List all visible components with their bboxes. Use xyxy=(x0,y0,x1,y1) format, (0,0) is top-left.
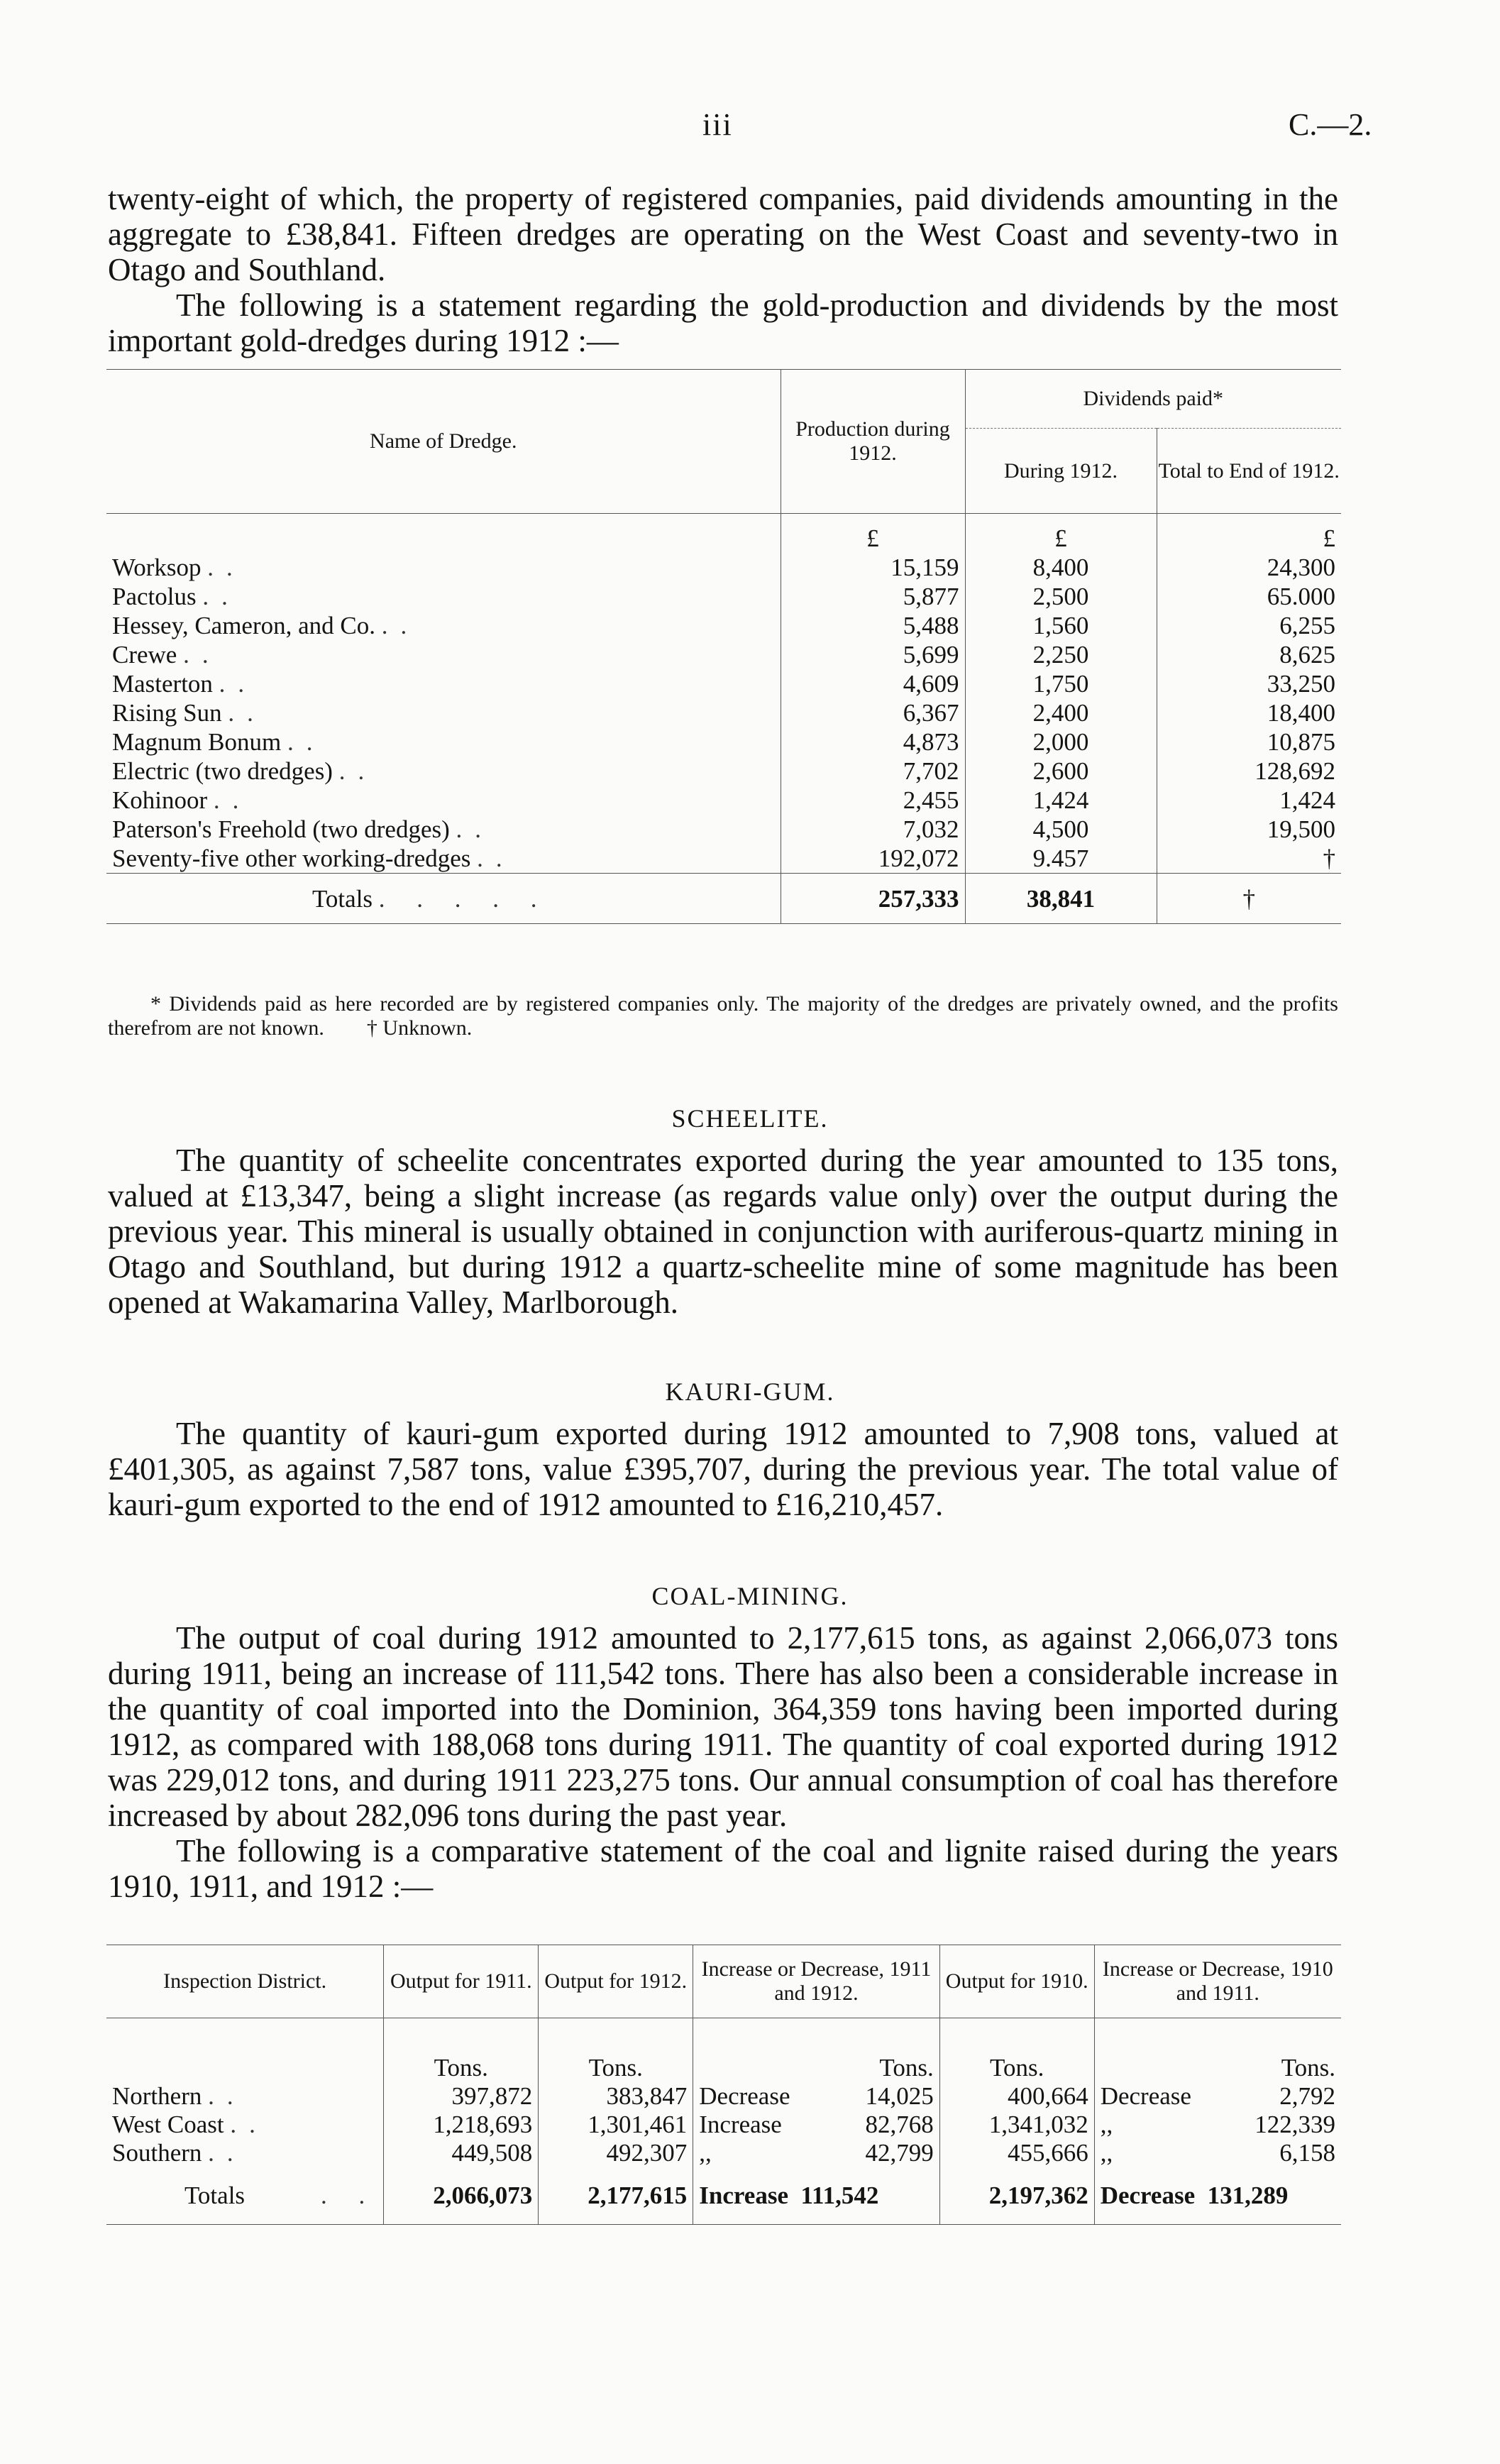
coal-change-1911-1912: Decrease 14,025 xyxy=(693,2082,939,2111)
dredge-units-row xyxy=(106,514,1341,554)
dredge-totals-row xyxy=(106,874,1341,924)
dredge-dividend-total: 8,625 xyxy=(1157,640,1341,669)
col-header-output-1912: Output for 1912. xyxy=(539,1945,693,2018)
intro-paragraph-2: The following is a statement regarding the gold-production and dividends by the most important gold-dredges during 1912 :— xyxy=(108,287,1338,358)
dredge-dividend-1912: 1,560 xyxy=(965,611,1157,640)
dredge-row xyxy=(106,611,1341,640)
unit-label: £ xyxy=(1157,514,1341,554)
coal-paragraph-2: The following is a comparative statement of the coal and lignite raised during the years 1910, 1911, and 1912 :— xyxy=(108,1833,1338,1904)
dredge-production: 5,488 xyxy=(781,611,965,640)
coal-change-1910-1911: ,, 122,339 xyxy=(1094,2111,1341,2139)
page-number: iii xyxy=(702,107,733,142)
coal-rows xyxy=(106,2082,1341,2167)
coal-change-1911-1912: Increase 82,768 xyxy=(693,2111,939,2139)
dredge-name: Pactolus .. xyxy=(112,583,241,610)
dredge-row xyxy=(106,786,1341,815)
dredge-dividend-1912: 1,750 xyxy=(965,669,1157,698)
unit-label: Tons. xyxy=(939,2018,1094,2083)
col-header-output-1911: Output for 1911. xyxy=(384,1945,539,2018)
dredge-dividend-total: 10,875 xyxy=(1157,727,1341,757)
coal-output-1912: 492,307 xyxy=(539,2139,693,2167)
dredge-row xyxy=(106,844,1341,874)
totals-label: Totals . . . . . xyxy=(106,874,781,924)
dredge-dividend-total: 6,255 xyxy=(1157,611,1341,640)
dredge-production: 7,032 xyxy=(781,815,965,844)
dredge-row xyxy=(106,640,1341,669)
coal-row xyxy=(106,2082,1341,2111)
dredge-header-row-1 xyxy=(106,370,1341,429)
kauri-gum-paragraph: The quantity of kauri-gum exported during 1912 amounted to 7,908 tons, valued at £401,305, as against 7,587 tons, value £395,707, during the previous year. The total value of kauri-gum exported to the end of 1912 amounted to £16,210,457. xyxy=(108,1416,1338,1522)
col-header-production: Production during 1912. xyxy=(781,370,965,514)
coal-output-1910: 455,666 xyxy=(939,2139,1094,2167)
dredge-dividend-1912: 2,400 xyxy=(965,698,1157,727)
dredge-name: Rising Sun .. xyxy=(112,699,266,727)
coal-change-1911-1912: ,, 42,799 xyxy=(693,2139,939,2167)
coal-units-row xyxy=(106,2018,1341,2083)
scheelite-heading: SCHEELITE. xyxy=(671,1104,829,1133)
coal-total-1911: 2,066,073 xyxy=(384,2167,539,2225)
coal-total-1912: 2,177,615 xyxy=(539,2167,693,2225)
coal-row xyxy=(106,2111,1341,2139)
col-header-dredge-name: Name of Dredge. xyxy=(106,370,781,514)
dredge-dividend-total: 18,400 xyxy=(1157,698,1341,727)
coal-output-1911: 449,508 xyxy=(384,2139,539,2167)
dredge-production: 4,609 xyxy=(781,669,965,698)
dredge-dividend-total: 128,692 xyxy=(1157,757,1341,786)
coal-row xyxy=(106,2139,1341,2167)
kauri-gum-section xyxy=(108,1416,1338,1522)
coal-total-1910: 2,197,362 xyxy=(939,2167,1094,2225)
dredge-dividend-total: 19,500 xyxy=(1157,815,1341,844)
col-header-change-1911-1912: Increase or Decrease, 1911 and 1912. xyxy=(693,1945,939,2018)
dredge-production: 5,877 xyxy=(781,582,965,611)
dredge-dividend-1912: 9.457 xyxy=(965,844,1157,874)
dredge-dividend-1912: 4,500 xyxy=(965,815,1157,844)
dredge-dividend-1912: 8,400 xyxy=(965,553,1157,582)
dredge-row xyxy=(106,582,1341,611)
coal-total-change-1911-1912: Increase 111,542 xyxy=(693,2167,939,2225)
dredge-dividend-1912: 2,250 xyxy=(965,640,1157,669)
dredge-dividend-total: 65.000 xyxy=(1157,582,1341,611)
dredge-name: Kohinoor .. xyxy=(112,786,252,814)
col-header-total-1912: Total to End of 1912. xyxy=(1157,429,1341,514)
coal-totals-label: Totals . . xyxy=(184,2182,378,2209)
coal-output-1910: 400,664 xyxy=(939,2082,1094,2111)
coal-district: Southern .. xyxy=(112,2139,246,2167)
coal-output-1912: 383,847 xyxy=(539,2082,693,2111)
coal-mining-section xyxy=(108,1620,1338,1904)
coal-change-1910-1911: Decrease 2,792 xyxy=(1094,2082,1341,2111)
dredge-name: Hessey, Cameron, and Co. .. xyxy=(112,612,420,639)
coal-totals-row xyxy=(106,2167,1341,2225)
dredge-rows xyxy=(106,553,1341,874)
unit-label: Tons. xyxy=(384,2018,539,2083)
coal-table xyxy=(106,1945,1341,2225)
col-header-change-1910-1911: Increase or Decrease, 1910 and 1911. xyxy=(1094,1945,1341,2018)
dredge-row xyxy=(106,669,1341,698)
dredge-name: Electric (two dredges) .. xyxy=(112,757,377,785)
dredge-dividend-1912: 1,424 xyxy=(965,786,1157,815)
totals-dividends-1912: 38,841 xyxy=(965,874,1157,924)
col-header-during-1912: During 1912. xyxy=(965,429,1157,514)
unit-label: Tons. xyxy=(1094,2018,1341,2083)
dredge-name: Seventy-five other working-dredges .. xyxy=(112,845,515,872)
document-reference: C.—2. xyxy=(1289,107,1372,142)
coal-total-change-1910-1911: Decrease 131,289 xyxy=(1094,2167,1341,2225)
totals-production: 257,333 xyxy=(781,874,965,924)
coal-change-1910-1911: ,, 6,158 xyxy=(1094,2139,1341,2167)
intro-section xyxy=(108,181,1338,358)
dredge-production: 5,699 xyxy=(781,640,965,669)
dredge-row xyxy=(106,727,1341,757)
scheelite-paragraph: The quantity of scheelite concentrates exported during the year amounted to 135 tons, valued at £13,347, being a slight increase (as regards value only) over the output during the previous year. This mineral is usually obtained in conjunction with auriferous-quartz mining in Otago and Southland, but during 1912 a quartz-scheelite mine of some magnitude has been opened at Wakamarina Valley, Marlborough. xyxy=(108,1143,1338,1320)
dredge-table xyxy=(106,369,1341,924)
dredge-footnote xyxy=(108,992,1338,1040)
dredge-dividend-total: 33,250 xyxy=(1157,669,1341,698)
coal-output-1911: 1,218,693 xyxy=(384,2111,539,2139)
dredge-dividend-1912: 2,500 xyxy=(965,582,1157,611)
dredge-dividend-1912: 2,600 xyxy=(965,757,1157,786)
dredge-dividend-total: 24,300 xyxy=(1157,553,1341,582)
dredge-name: Worksop .. xyxy=(112,554,246,581)
dredge-production: 192,072 xyxy=(781,844,965,874)
dredge-name: Crewe .. xyxy=(112,641,221,669)
coal-mining-heading: COAL-MINING. xyxy=(651,1582,849,1610)
coal-output-1911: 397,872 xyxy=(384,2082,539,2111)
footnote-text: * Dividends paid as here recorded are by registered companies only. The majority of the dredges are privately owned, and the profits therefrom are not known. xyxy=(108,992,1338,1040)
dredge-row xyxy=(106,698,1341,727)
unit-label: £ xyxy=(965,514,1157,554)
scheelite-section xyxy=(108,1143,1338,1320)
dredge-row xyxy=(106,757,1341,786)
coal-district: West Coast .. xyxy=(112,2111,268,2138)
dredge-row xyxy=(106,815,1341,844)
dredge-production: 2,455 xyxy=(781,786,965,815)
dredge-production: 15,159 xyxy=(781,553,965,582)
totals-dividends-total: † xyxy=(1157,874,1341,924)
dredge-dividend-1912: 2,000 xyxy=(965,727,1157,757)
dredge-production: 6,367 xyxy=(781,698,965,727)
coal-output-1912: 1,301,461 xyxy=(539,2111,693,2139)
dredge-dividend-total: 1,424 xyxy=(1157,786,1341,815)
dredge-dividend-total: † xyxy=(1157,844,1341,874)
coal-output-1910: 1,341,032 xyxy=(939,2111,1094,2139)
col-header-output-1910: Output for 1910. xyxy=(939,1945,1094,2018)
coal-district: Northern .. xyxy=(112,2082,246,2110)
kauri-gum-heading: KAURI-GUM. xyxy=(665,1377,835,1406)
unit-label: £ xyxy=(781,514,965,554)
dredge-name: Masterton .. xyxy=(112,670,258,698)
unit-label: Tons. xyxy=(539,2018,693,2083)
coal-paragraph-1: The output of coal during 1912 amounted to 2,177,615 tons, as against 2,066,073 tons during 1911, being an increase of 111,542 tons. There has also been a considerable increase in the quantity of coal imported into the Dominion, 364,359 tons having been imported during 1912, as compared with 188,068 tons during 1911. The quantity of coal exported during 1912 was 229,012 tons, and during 1911 223,275 tons. Our annual consumption of coal has therefore increased by about 282,096 tons during the past year. xyxy=(108,1620,1338,1833)
col-header-dividends: Dividends paid* xyxy=(965,370,1341,429)
dredge-row xyxy=(106,553,1341,582)
dredge-name: Magnum Bonum .. xyxy=(112,728,326,756)
dredge-name: Paterson's Freehold (two dredges) .. xyxy=(112,815,495,843)
unit-label: Tons. xyxy=(693,2018,939,2083)
footnote-unknown: † Unknown. xyxy=(366,1016,473,1040)
dredge-production: 4,873 xyxy=(781,727,965,757)
coal-header-row xyxy=(106,1945,1341,2018)
dredge-production: 7,702 xyxy=(781,757,965,786)
col-header-district: Inspection District. xyxy=(163,1969,327,1993)
intro-paragraph-1: twenty-eight of which, the property of registered companies, paid dividends amounting in the aggregate to £38,841. Fifteen dredges are operating on the West Coast and seventy-two in Otago and Southland. xyxy=(108,181,1338,287)
